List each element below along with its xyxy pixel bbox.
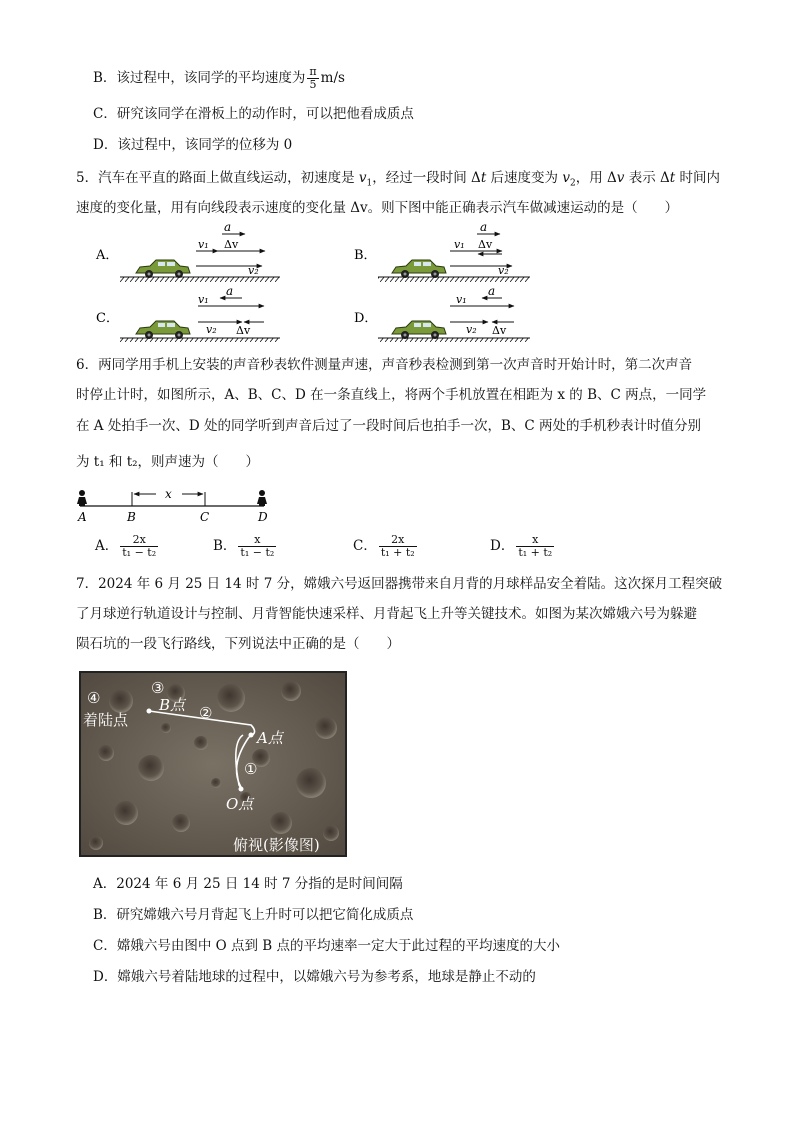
q6-person-a — [77, 490, 87, 506]
q6-diagram — [72, 482, 282, 524]
q6-stem-line2: 时停止计时，如图所示，A、B、C、D 在一条直线上，将两个手机放置在相距为 x 的 B、C 两点，一同学 — [76, 387, 707, 403]
q7-label-1: ① — [244, 760, 258, 778]
q6-option-d: D． $\frac{x}{\text{t₁ + t₂}}$ — [490, 533, 553, 559]
q7-label-a: A点 — [257, 729, 283, 747]
svg-text:v₂: v₂ — [498, 264, 509, 277]
q7-label-landing: 着陆点 — [83, 711, 129, 729]
q4-option-c: C．研究该同学在滑板上的动作时，可以把他看成质点 — [93, 106, 414, 122]
svg-text:v₂: v₂ — [466, 323, 477, 336]
q7-option-a: A．2024 年 6 月 25 日 14 时 7 分指的是时间间隔 — [93, 876, 403, 892]
q7-label-o: O点 — [226, 795, 254, 813]
q7-label-b: B点 — [159, 696, 186, 714]
q5-car-c — [136, 321, 190, 339]
svg-text:Δv: Δv — [236, 324, 251, 337]
q5-car-a — [136, 260, 190, 278]
q5-label-b: B． — [354, 248, 377, 263]
q5-a-label-a: a — [224, 222, 232, 234]
svg-text:v₁: v₁ — [454, 238, 465, 251]
svg-text:Δv: Δv — [492, 324, 507, 337]
svg-text:Δv: Δv — [224, 238, 239, 251]
q6-stem-line3: 在 A 处拍手一次、D 处的同学听到声音后过了一段时间后也拍手一次，B、C 两处的手机秒表计时值分别 — [76, 418, 701, 434]
q6-stem-line1: 6．两同学用手机上安装的声音秒表软件测量声速，声音秒表检测到第一次声音时开始计时，第二次声音 — [76, 357, 693, 373]
svg-text:a: a — [488, 284, 496, 298]
q7-option-c: C．嫦娥六号由图中 O 点到 B 点的平均速率一定大于此过程的平均速度的大小 — [93, 938, 560, 954]
q6-option-c: C． $\frac{2x}{\text{t₁ + t₂}}$ — [353, 533, 415, 559]
svg-text:Δv: Δv — [478, 238, 493, 251]
q6-stem-line4: 为 t₁ 和 t₂，则声速为（ ） — [76, 454, 260, 470]
q5-label-a: A． — [96, 248, 119, 263]
svg-text:v₁: v₁ — [198, 293, 209, 306]
q5-label-d: D． — [354, 311, 378, 326]
q7-image-caption: 俯视(影像图) — [233, 836, 320, 854]
q7-label-2: ② — [199, 704, 213, 722]
q5-label-c: C． — [96, 311, 119, 326]
q5-diagrams — [90, 222, 530, 342]
q4-option-b-fraction: $\frac{\pi}{5}$ — [309, 65, 317, 91]
q7-stem-line2: 了月球逆行轨道设计与控制、月背智能快速采样、月背起飞上升等关键技术。如图为某次嫦娥六号为躲避 — [76, 606, 697, 622]
q7-option-d: D．嫦娥六号着陆地球的过程中，以嫦娥六号为参考系，地球是静止不动的 — [93, 969, 536, 985]
svg-text:C: C — [200, 510, 210, 524]
svg-text:A: A — [78, 510, 87, 524]
q4-option-b: B．该过程中，该同学的平均速度为 $\frac{\pi}{5}$ m/s — [93, 65, 345, 91]
q4-option-d: D．该过程中，该同学的位移为 0 — [93, 137, 293, 153]
q7-label-4: ④ — [87, 689, 101, 707]
svg-text:v₂: v₂ — [248, 264, 259, 277]
q5-stem-line2: 速度的变化量，用有向线段表示速度的变化量 Δv。则下图中能正确表示汽车做减速运动的是（ ） — [76, 200, 679, 216]
q7-stem-line3: 陨石坑的一段飞行路线，下列说法中正确的是（ ） — [76, 636, 400, 652]
q5-stem-line1: 5．汽车在平直的路面上做直线运动，初速度是 $v_1$，经过一段时间 Δt 后速度变为 $v_2$，用 Δv 表示 Δt 时间内 — [76, 170, 720, 189]
q6-person-d — [257, 490, 267, 506]
q7-option-b: B．研究嫦娥六号月背起飞上升时可以把它简化成质点 — [93, 907, 414, 923]
q7-label-3: ③ — [151, 679, 165, 697]
q6-option-b: B． $\frac{x}{\text{t₁ − t₂}}$ — [213, 533, 275, 559]
q7-moon-image — [79, 671, 347, 857]
svg-text:D: D — [258, 510, 268, 524]
q5-car-b — [392, 260, 446, 278]
svg-text:v₁: v₁ — [198, 238, 209, 251]
svg-text:x: x — [165, 487, 172, 501]
svg-text:v₂: v₂ — [206, 323, 217, 336]
q5-car-d — [392, 321, 446, 339]
svg-text:a: a — [480, 222, 488, 234]
q7-stem-line1: 7．2024 年 6 月 25 日 14 时 7 分，嫦娥六号返回器携带来自月背的月球样品安全着陆。这次探月工程突破 — [76, 576, 723, 592]
svg-text:a: a — [226, 284, 234, 298]
svg-text:B: B — [127, 510, 136, 524]
svg-text:v₁: v₁ — [456, 293, 467, 306]
q6-option-a: A． $\frac{2x}{\text{t₁ − t₂}}$ — [95, 533, 157, 559]
